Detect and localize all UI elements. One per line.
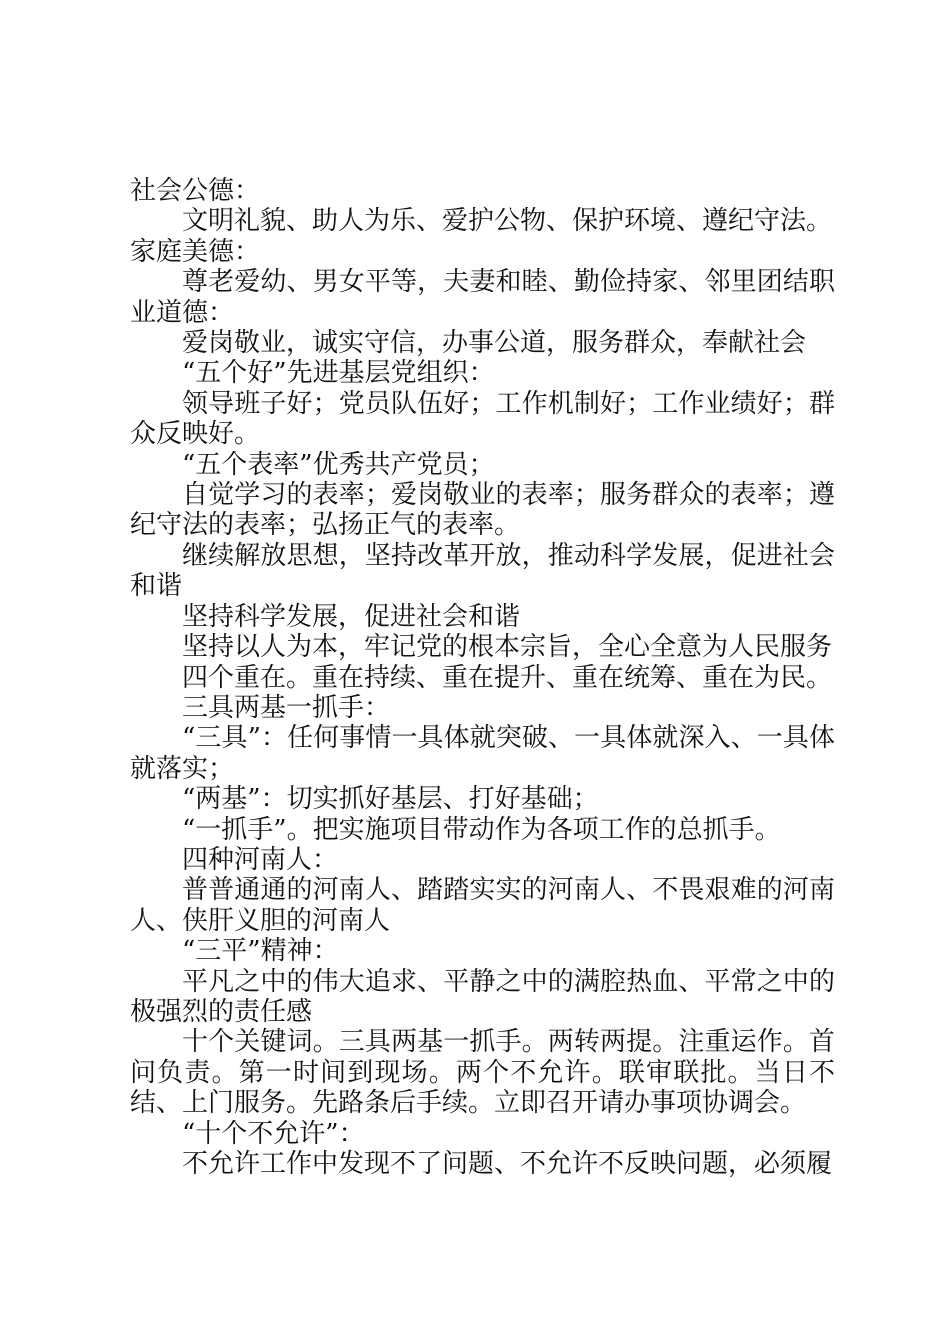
paragraph: 文明礼貌、助人为乐、爱护公物、保护环境、遵纪守法。	[182, 206, 833, 237]
paragraph: “十个不允许”：	[182, 1118, 365, 1149]
paragraph: 不允许工作中发现不了问题、不允许不反映问题，必须履	[182, 1149, 833, 1179]
paragraph: 自觉学习的表率；爱岗敬业的表率；服务群众的表率；遵纪守法的表率；弘扬正气的表率。	[130, 480, 835, 541]
paragraph: “三平”精神：	[182, 936, 339, 967]
paragraph: 家庭美德：	[130, 236, 261, 267]
paragraph: “一抓手”。把实施项目带动作为各项工作的总抓手。	[182, 814, 781, 845]
paragraph: “五个表率”优秀共产党员；	[182, 449, 495, 480]
paragraph: 坚持科学发展，促进社会和谐	[182, 601, 521, 632]
paragraph: 十个关键词。三具两基一抓手。两转两提。注重运作。首问负责。第一时间到现场。两个不允许。联审联批。当日不结、上门服务。先路条后手续。立即召开请办事项协调会。	[130, 1027, 835, 1119]
paragraph: 领导班子好；党员队伍好；工作机制好；工作业绩好；群众反映好。	[130, 388, 835, 450]
paragraph: 四种河南人：	[182, 844, 339, 875]
paragraph: “五个好”先进基层党组织：	[182, 358, 495, 389]
paragraph: 平凡之中的伟大追求、平静之中的满腔热血、平常之中的极强烈的责任感	[130, 966, 835, 1027]
paragraph: “三具”：任何事情一具体就突破、一具体就深入、一具体就落实；	[130, 723, 835, 784]
paragraph: 社会公德：	[130, 176, 261, 206]
paragraph: 爱岗敬业，诚实守信，办事公道，服务群众，奉献社会	[182, 328, 807, 359]
paragraph: 普普通通的河南人、踏踏实实的河南人、不畏艰难的河南人、侠肝义胆的河南人	[130, 875, 835, 936]
document-page	[130, 176, 835, 1179]
paragraph: 坚持以人为本，牢记党的根本宗旨，全心全意为人民服务	[182, 632, 833, 663]
paragraph: 三具两基一抓手：	[182, 692, 391, 723]
paragraph: “两基”：切实抓好基层、打好基础；	[182, 784, 599, 815]
paragraph: 尊老爱幼、男女平等，夫妻和睦、勤俭持家、邻里团结职业道德：	[130, 267, 835, 328]
paragraph: 继续解放思想，坚持改革开放，推动科学发展，促进社会和谐	[130, 540, 835, 602]
paragraph: 四个重在。重在持续、重在提升、重在统筹、重在为民。	[182, 662, 833, 693]
